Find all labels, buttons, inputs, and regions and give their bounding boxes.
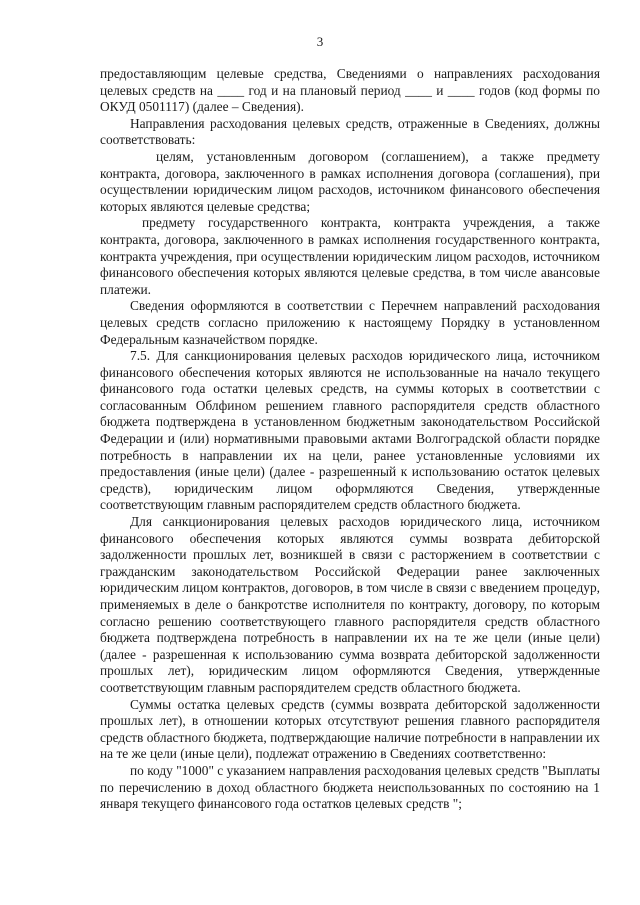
paragraph: Сведения оформляются в соответствии с Перечнем направлений расходования целевых средств согласно приложению к настоящему Порядку в установленном Федеральным казначейством порядке. <box>100 298 600 347</box>
paragraph: предоставляющим целевые средства, Сведениями о направлениях расходования целевых средств на ____ год и на плановый период ____ и ____ годов (код формы по ОКУД 0501117) (далее – Сведения). <box>100 66 600 115</box>
paragraph: целям, установленным договором (соглашением), а также предмету контракта, договора, заключенного в рамках исполнения договора (соглашения), при осуществлении юридическим лицом расходов, источником финансового обеспечения которых являются целевые средства; <box>100 148 600 214</box>
paragraph: 7.5. Для санкционирования целевых расходов юридического лица, источником финансового обеспечения которых являются не использованные на начало текущего финансового года остатки целевых средств, на суммы которых в соответствии с согласованным Облфином решением главного распорядителя средств областного бюджета подтверждена в установленном бюджетным законодательством Российской Федерации и (или) нормативными правовыми актами Волгоградской области порядке потребность в направлении их на цели, ранее установленные условиями их предоставления (иные цели) (далее - разрешенный к использованию остаток целевых средств), юридическим лицом оформляются Сведения, утвержденные соответствующим главным распорядителем средств областного бюджета. <box>100 348 600 513</box>
page-number: 3 <box>316 34 324 49</box>
document-body <box>100 66 600 813</box>
paragraph: по коду "1000" с указанием направления расходования целевых средств "Выплаты по перечислению в доход областного бюджета неиспользованных по состоянию на 1 января текущего финансового года остатков целевых средств "; <box>100 762 600 812</box>
paragraph: Направления расходования целевых средств, отраженные в Сведениях, должны соответствовать: <box>100 115 600 148</box>
paragraph: предмету государственного контракта, контракта учреждения, а также контракта, договора, заключенного в рамках исполнения государственного контракта, контракта учреждения, при осуществлении юридическим лицом расходов, источником финансового обеспечения которых являются целевые средства, в том числе авансовые платежи. <box>100 215 600 297</box>
paragraph: Суммы остатка целевых средств (суммы возврата дебиторской задолженности прошлых лет), в отношении которых отсутствуют решения главного распорядителя средств областного бюджета, подтверждающие наличие потребности в направлении их на те же цели (иные цели), подлежат отражению в Сведениях соответственно: <box>100 696 600 762</box>
paragraph: Для санкционирования целевых расходов юридического лица, источником финансового обеспечения которых являются суммы возврата дебиторской задолженности прошлых лет, возникшей в связи с расторжением в соответствии с гражданским законодательством Российской Федерации ранее заключенных юридическим лицом контрактов, договоров, в том числе в связи с введением процедур, применяемых в деле о банкротстве исполнителя по контракту, договору, по которым согласно решению соответствующего главного распорядителя средств областного бюджета подтверждена потребность в направлении их на те же цели (иные цели) (далее - разрешенная к использованию сумма возврата дебиторской задолженности прошлых лет), юридическим лицом оформляются Сведения, утвержденные соответствующим главным распорядителем средств областного бюджета. <box>100 514 600 695</box>
